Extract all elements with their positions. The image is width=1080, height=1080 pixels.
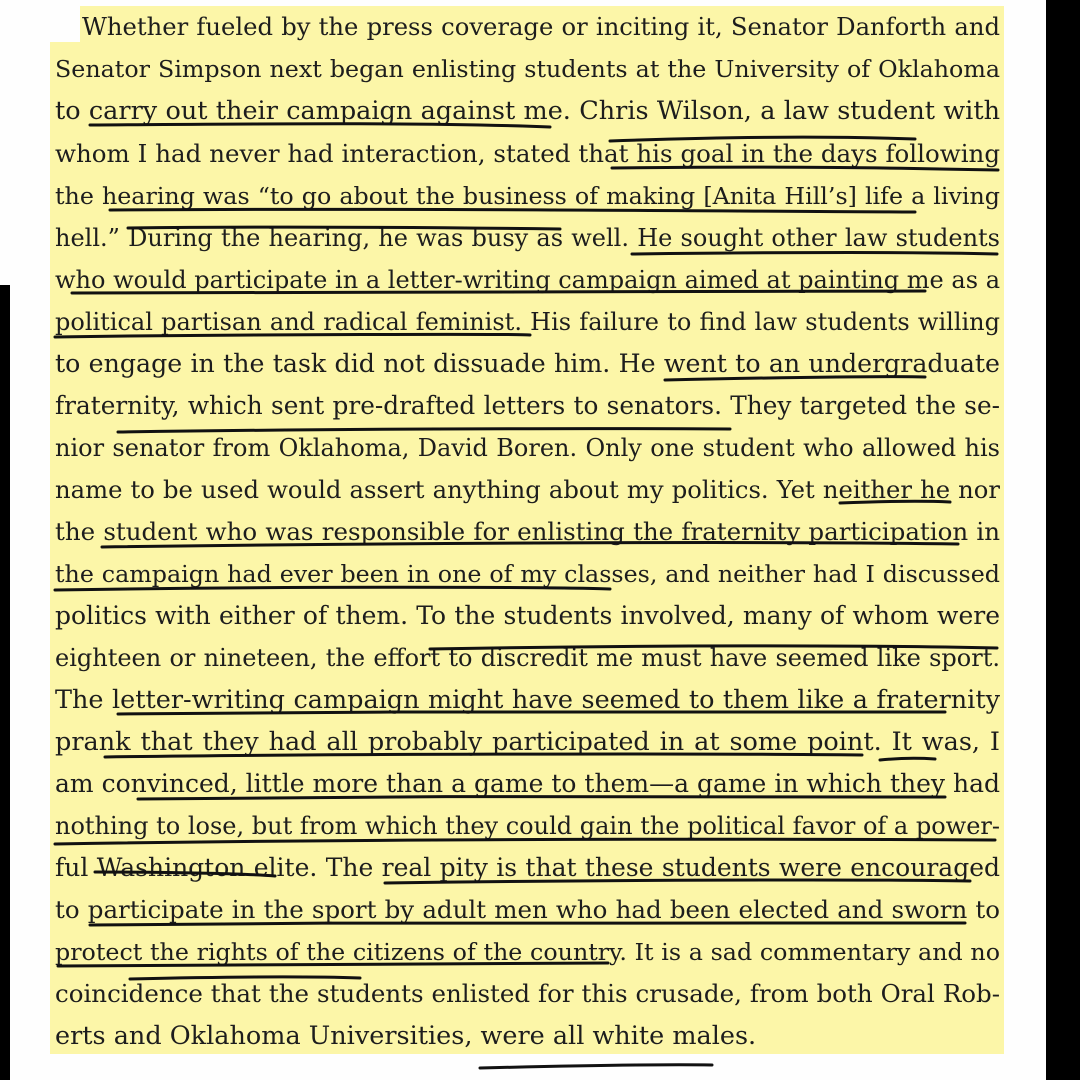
text-line: whom I had never had interaction, stated that his goal in the days following: [55, 139, 1000, 168]
text-line: to carry out their campaign against me. Chris Wilson, a law student with: [55, 96, 1000, 126]
text-line: name to be used would assert anything about my politics. Yet neither he nor: [55, 475, 1000, 504]
text-line: am convinced, little more than a game to them—a game in which they had: [55, 769, 1000, 798]
text-line: the campaign had ever been in one of my classes, and neither had I discussed: [55, 560, 1000, 588]
text-line: the hearing was “to go about the business of making [Anita Hill’s] life a living: [55, 182, 1000, 210]
text-line: erts and Oklahoma Universities, were all white males.: [55, 1021, 757, 1051]
text-line: Senator Simpson next began enlisting students at the University of Oklahoma: [55, 55, 1000, 83]
text-line: to engage in the task did not dissuade him. He went to an undergraduate: [55, 349, 1000, 378]
text-line: to participate in the sport by adult men who had been elected and sworn to: [55, 895, 1000, 924]
text-line: nothing to lose, but from which they could gain the political favor of a power-: [55, 812, 1000, 840]
text-line: nior senator from Oklahoma, David Boren. Only one student who allowed his: [55, 434, 1000, 462]
text-line: The letter-writing campaign might have seemed to them like a fraternity: [55, 685, 1000, 715]
text-line: fraternity, which sent pre-drafted letters to senators. They targeted the se-: [55, 391, 1000, 420]
text-line: who would participate in a letter-writing campaign aimed at painting me as a: [55, 266, 1000, 294]
text-line: ful Washington elite. The real pity is that these students were encouraged: [55, 853, 1000, 882]
text-line: political partisan and radical feminist. His failure to find law students willing: [55, 308, 1000, 336]
text-line: prank that they had all probably participated in at some point. It was, I: [55, 727, 1000, 757]
text-line: protect the rights of the citizens of the country. It is a sad commentary and no: [55, 938, 1000, 966]
text-line: Whether fueled by the press coverage or inciting it, Senator Danforth and: [82, 12, 1000, 41]
text-line: politics with either of them. To the students involved, many of whom were: [55, 601, 1000, 630]
text-line: eighteen or nineteen, the effort to discredit me must have seemed like sport.: [55, 644, 1000, 672]
text-line: coincidence that the students enlisted for this crusade, from both Oral Rob-: [55, 979, 1000, 1008]
text-line: the student who was responsible for enlisting the fraternity participation in: [55, 517, 1000, 546]
text-line: hell.” During the hearing, he was busy as well. He sought other law students: [55, 224, 1000, 252]
